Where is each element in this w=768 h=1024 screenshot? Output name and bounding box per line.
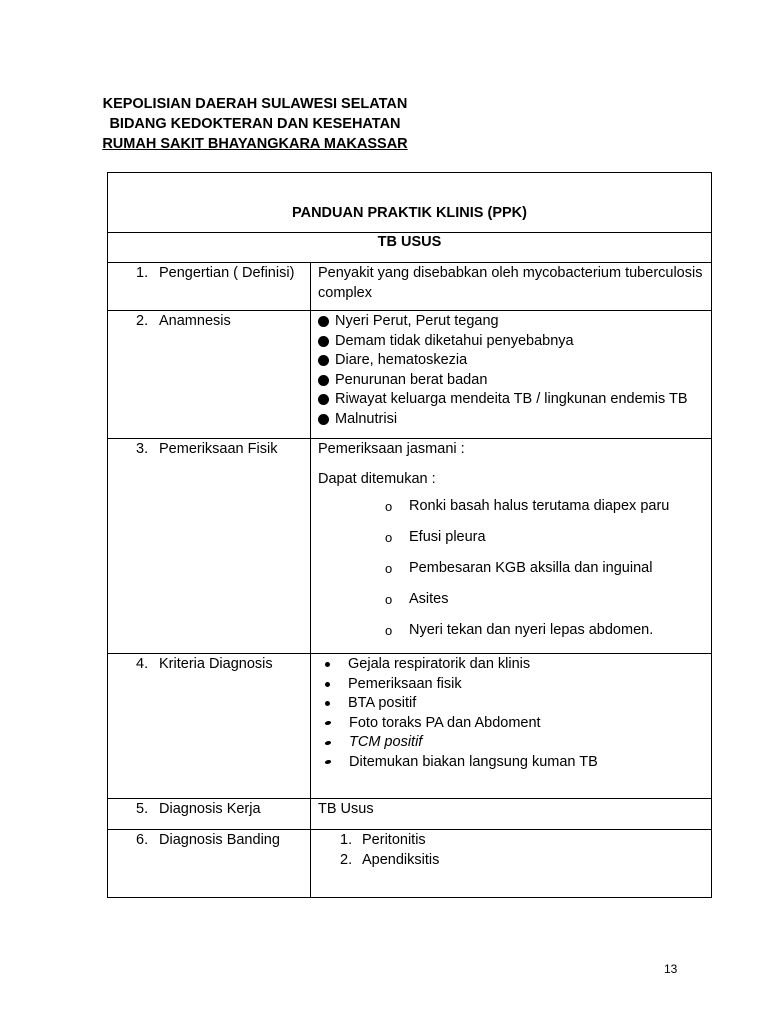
bullet-icon: [324, 760, 331, 764]
table-row: [108, 263, 712, 311]
header-line-2: BIDANG KEDOKTERAN DAN KESEHATAN: [109, 116, 401, 132]
bullet-icon: [325, 662, 330, 667]
list-item: Nyeri Perut, Perut tegang: [314, 312, 705, 332]
bullet-icon: [318, 316, 329, 327]
criteria-list: [318, 655, 705, 772]
list-item: o Ronki basah halus terutama diapex paru: [384, 497, 705, 517]
row-label-cell: [108, 439, 311, 654]
row-content-cell: [311, 311, 712, 439]
bullet-icon: [324, 721, 331, 725]
row-number: 5.: [136, 801, 149, 817]
circle-bullet-icon: o: [385, 623, 393, 638]
row-label-cell: [108, 263, 311, 311]
list-item: TCM positif: [325, 733, 705, 753]
table-subtitle-cell: [108, 233, 712, 263]
list-item: o Asites: [384, 590, 705, 610]
list-item: o Pembesaran KGB aksilla dan inguinal: [384, 559, 705, 579]
row-label: Diagnosis Kerja: [159, 801, 261, 817]
table-row: [108, 439, 712, 654]
row-content-cell: [311, 263, 712, 311]
list-item: Penurunan berat badan: [314, 371, 705, 391]
bullet-icon: [325, 682, 330, 687]
row-number: 3.: [136, 441, 149, 457]
working-diagnosis: TB Usus: [318, 801, 374, 817]
circle-bullet-icon: o: [385, 561, 393, 576]
exam-intro: Pemeriksaan jasmani :: [318, 441, 465, 457]
table-row: [108, 654, 712, 799]
row-content-cell: [311, 439, 712, 654]
row-label: Diagnosis Banding: [159, 832, 280, 848]
definition-text: Penyakit yang disebabkan oleh mycobacterium tuberculosis complex: [318, 265, 703, 301]
table-row: [108, 311, 712, 439]
row-number: 6.: [136, 832, 149, 848]
row-label: Pemeriksaan Fisik: [159, 441, 278, 457]
bullet-icon: [318, 414, 329, 425]
table-row: [108, 799, 712, 830]
list-item: Pemeriksaan fisik: [325, 675, 705, 695]
list-item: BTA positif: [325, 694, 705, 714]
bullet-icon: [318, 336, 329, 347]
row-label-cell: [108, 830, 311, 898]
table-subtitle: TB USUS: [377, 234, 442, 250]
list-item: o Nyeri tekan dan nyeri lepas abdomen.: [384, 621, 705, 641]
anamnesis-list: [314, 312, 705, 429]
row-label-cell: [108, 799, 311, 830]
row-content-cell: [311, 654, 712, 799]
table-title: PANDUAN PRAKTIK KLINIS (PPK): [292, 205, 527, 221]
circle-bullet-icon: o: [385, 592, 393, 607]
row-content-cell: [311, 830, 712, 898]
header-line-3: RUMAH SAKIT BHAYANGKARA MAKASSAR: [102, 136, 408, 152]
bullet-icon: [318, 375, 329, 386]
list-item: 1. Peritonitis: [340, 832, 426, 848]
header-line-1: KEPOLISIAN DAERAH SULAWESI SELATAN: [102, 96, 408, 112]
table-row: [108, 830, 712, 898]
row-label: Anamnesis: [159, 313, 231, 329]
list-item: o Efusi pleura: [384, 528, 705, 548]
row-label-cell: [108, 311, 311, 439]
circle-bullet-icon: o: [385, 499, 393, 514]
list-item: 2. Apendiksitis: [340, 851, 440, 868]
ppk-table: [107, 172, 712, 898]
list-item: Gejala respiratorik dan klinis: [325, 655, 705, 675]
bullet-icon: [318, 355, 329, 366]
list-item: Demam tidak diketahui penyebabnya: [314, 332, 705, 352]
document-header: [94, 94, 416, 154]
bullet-icon: [324, 741, 331, 745]
row-content-cell: [311, 799, 712, 830]
row-label-cell: [108, 654, 311, 799]
list-item: Riwayat keluarga mendeita TB / lingkunan endemis TB: [314, 390, 705, 410]
findings-list: [318, 497, 705, 641]
row-label: Pengertian ( Definisi): [159, 265, 295, 281]
table-title-cell: [108, 173, 712, 233]
bullet-icon: [325, 701, 330, 706]
list-item: Foto toraks PA dan Abdoment: [325, 714, 705, 734]
row-number: 4.: [136, 656, 149, 672]
bullet-icon: [318, 394, 329, 405]
row-number: 2.: [136, 313, 149, 329]
row-label: Kriteria Diagnosis: [159, 656, 273, 672]
differential-list: [318, 831, 705, 870]
findings-intro: Dapat ditemukan :: [318, 470, 436, 487]
list-item: Malnutrisi: [314, 410, 705, 430]
circle-bullet-icon: o: [385, 530, 393, 545]
list-item: Ditemukan biakan langsung kuman TB: [325, 753, 705, 773]
row-number: 1.: [136, 265, 149, 281]
list-item: Diare, hematoskezia: [314, 351, 705, 371]
page-number: 13: [664, 962, 678, 976]
